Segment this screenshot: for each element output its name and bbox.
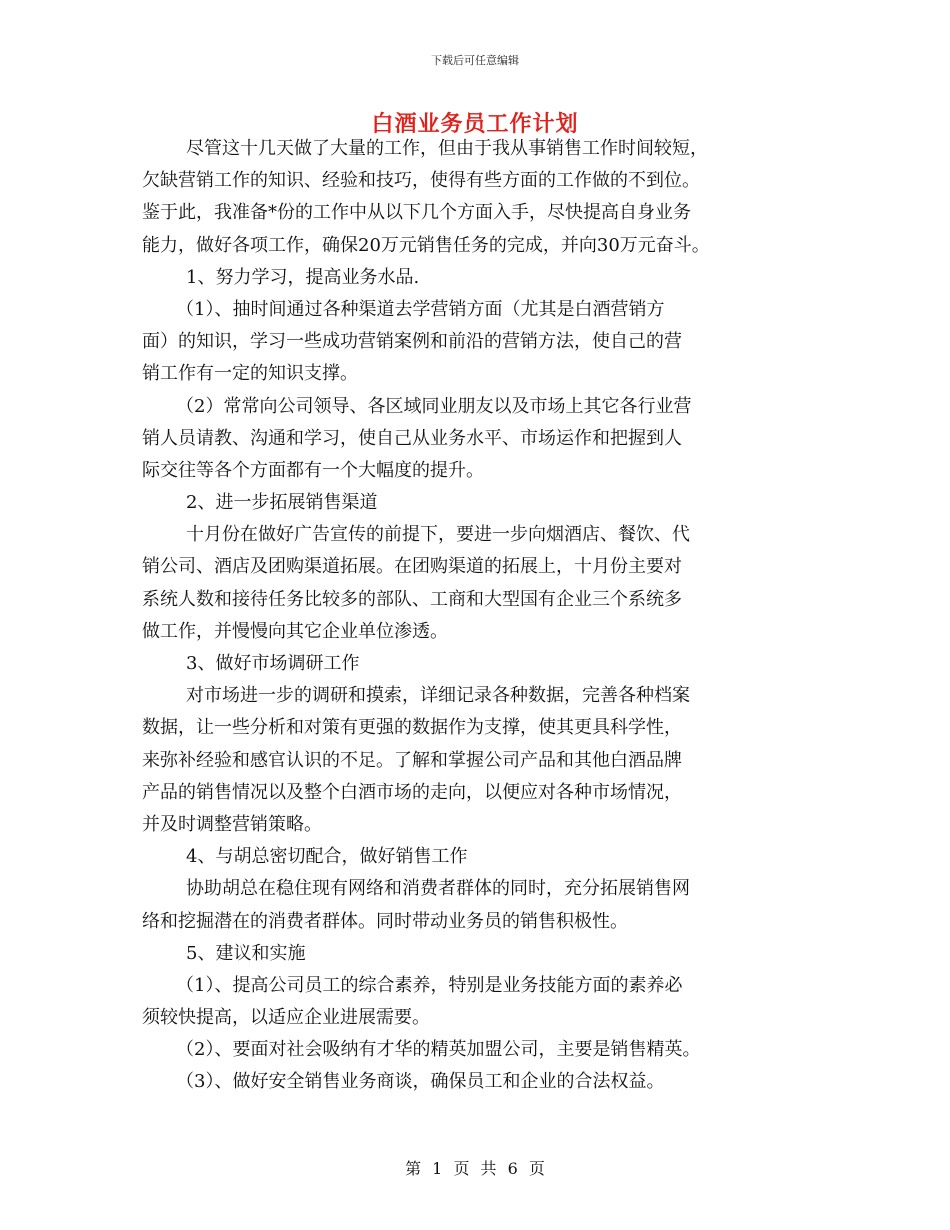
body-line: 面）的知识，学习一些成功营销案例和前沿的营销方法，使自己的营	[142, 331, 682, 353]
body-line: 2、进一步拓展销售渠道	[186, 492, 378, 514]
body-line: 协助胡总在稳住现有网络和消费者群体的同时，充分拓展销售网	[186, 878, 690, 900]
document-title: 白酒业务员工作计划	[371, 111, 579, 137]
body-line: 欠缺营销工作的知识、经验和技巧，使得有些方面的工作做的不到位。	[142, 170, 700, 192]
body-line: 产品的销售情况以及整个白酒市场的走向，以便应对各种市场情况，	[142, 781, 682, 803]
body-line: 须较快提高，以适应企业进展需要。	[142, 1007, 430, 1029]
body-line: 销公司、酒店及团购渠道拓展。在团购渠道的拓展上，十月份主要对	[142, 556, 682, 578]
document-body	[142, 133, 842, 1099]
body-line: 4、与胡总密切配合，做好销售工作	[186, 846, 468, 868]
body-line: 十月份在做好广告宣传的前提下，要进一步向烟酒店、餐饮、代	[186, 524, 690, 546]
body-line: 3、做好市场调研工作	[186, 653, 360, 674]
body-line: 际交往等各个方面都有一个大幅度的提升。	[142, 459, 484, 481]
body-line: 1、努力学习，提高业务水品.	[186, 266, 420, 288]
body-line: 系统人数和接待任务比较多的部队、工商和大型国有企业三个系统多	[142, 588, 682, 610]
body-line: 对市场进一步的调研和摸索，详细记录各种数据，完善各种档案	[186, 685, 690, 707]
page-number-footer: 第 1 页 共 6 页	[405, 1159, 545, 1178]
body-line: （3）、做好安全销售业务商谈，确保员工和企业的合法权益。	[176, 1071, 665, 1093]
body-line: 5、建议和实施	[186, 942, 306, 964]
body-line: 尽管这十几天做了大量的工作，但由于我从事销售工作时间较短，	[186, 138, 708, 159]
body-line: 络和挖掘潜在的消费者群体。同时带动业务员的销售积极性。	[142, 910, 628, 932]
body-line: 销人员请教、沟通和学习，使自己从业务水平、市场运作和把握到人	[142, 427, 682, 449]
body-line: 鉴于此，我准备*份的工作中从以下几个方面入手，尽快提高自身业务	[142, 202, 691, 224]
header-note: 下载后可任意编辑	[431, 54, 519, 67]
body-line: 数据，让一些分析和对策有更强的数据作为支撑，使其更具科学性，	[142, 717, 682, 739]
body-line: 销工作有一定的知识支撑。	[142, 363, 358, 385]
body-line: 做工作，并慢慢向其它企业单位渗透。	[142, 620, 448, 642]
body-line: （1）、提高公司员工的综合素养，特别是业务技能方面的素养必	[176, 974, 683, 996]
body-line: （2）常常向公司领导、各区域同业朋友以及市场上其它各行业营	[176, 395, 692, 417]
body-line: （1）、抽时间通过各种渠道去学营销方面（尤其是白酒营销方	[176, 298, 665, 320]
body-line: 并及时调整营销策略。	[142, 813, 322, 835]
body-line: （2）、要面对社会吸纳有才华的精英加盟公司，主要是销售精英。	[176, 1039, 701, 1061]
body-line: 来弥补经验和感官认识的不足。了解和掌握公司产品和其他白酒品牌	[142, 749, 682, 771]
body-line: 能力，做好各项工作，确保20万元销售任务的完成，并向30万元奋斗。	[142, 234, 710, 256]
